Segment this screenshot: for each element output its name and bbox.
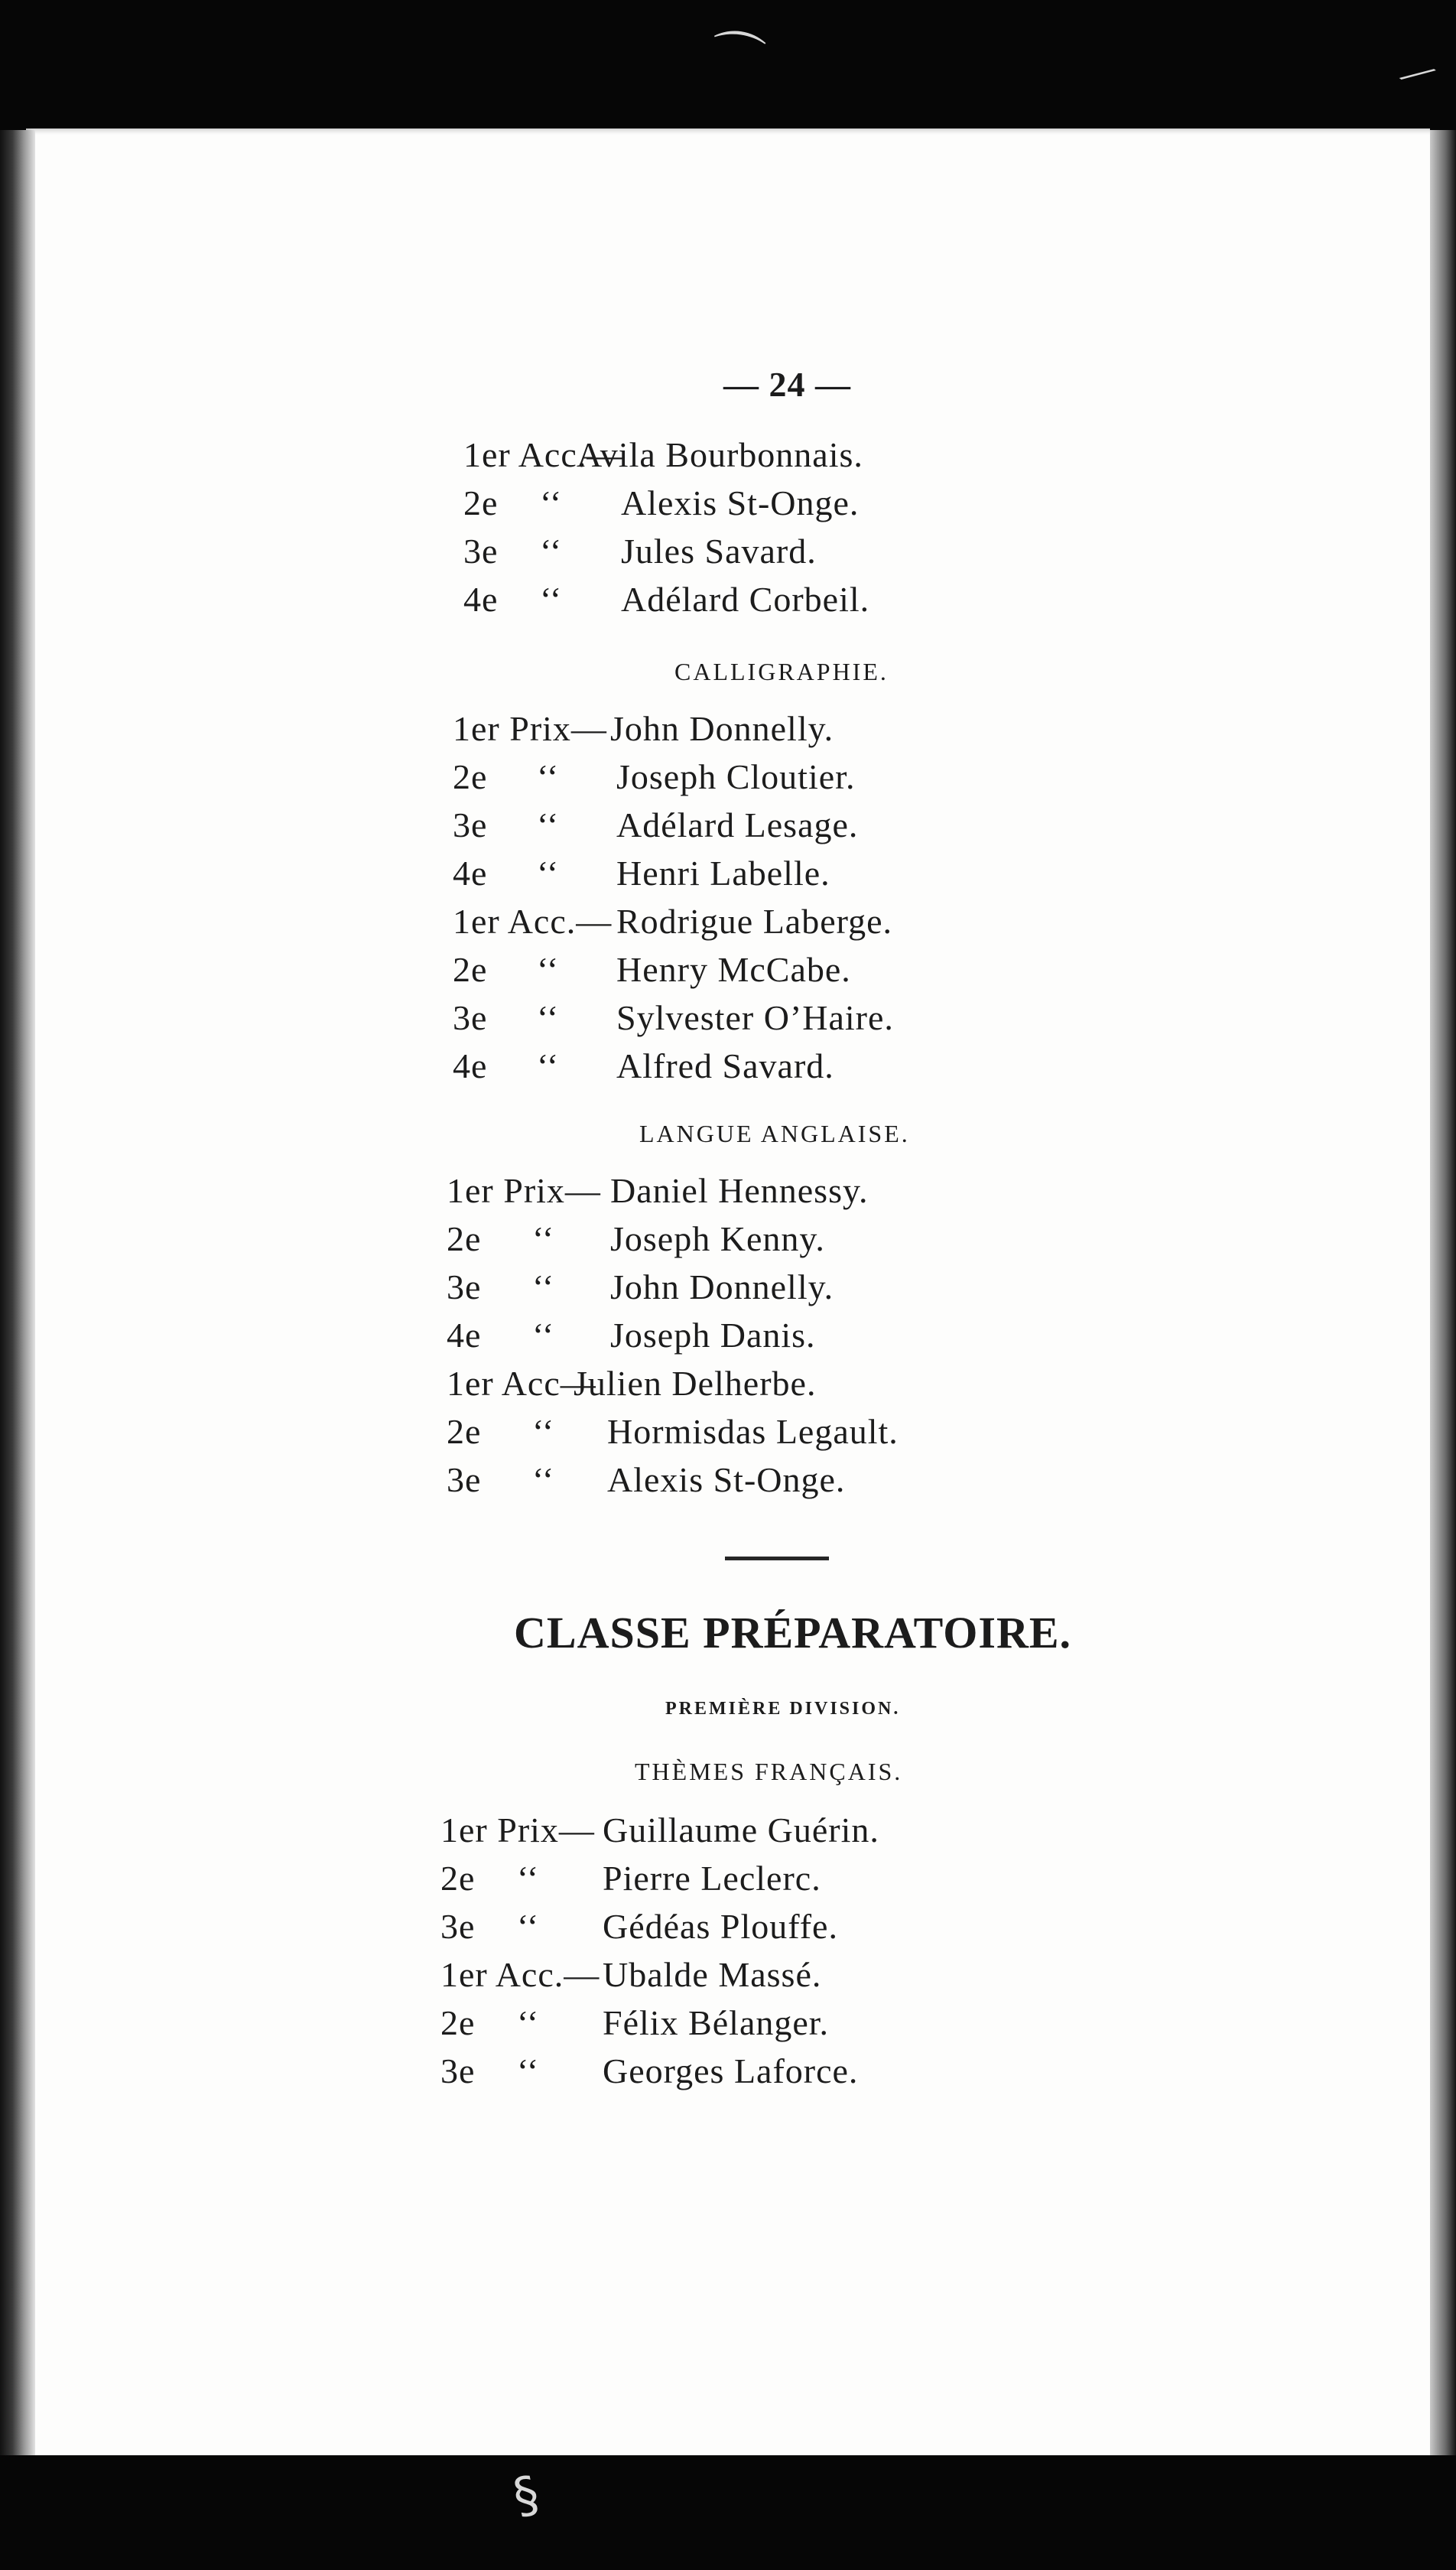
- section-heading: CALLIGRAPHIE.: [674, 658, 889, 685]
- list-item: [453, 711, 988, 748]
- list-item: [453, 1046, 988, 1085]
- ditto-mark: ‘‘: [540, 532, 563, 571]
- awardee-name: Adélard Lesage.: [616, 805, 859, 844]
- awardee-name: Joseph Cloutier.: [616, 757, 856, 796]
- ink-mark: ⟋: [1394, 50, 1440, 100]
- list-item: [440, 2003, 976, 2042]
- division-heading: PREMIÈRE DIVISION.: [665, 1699, 901, 1719]
- list-item: [463, 435, 999, 474]
- rank-label: 3e: [447, 1460, 482, 1499]
- rank-label: 1er Prix—: [440, 1810, 595, 1849]
- ditto-mark: ‘‘: [537, 1046, 560, 1085]
- ink-mark: §: [508, 2465, 544, 2526]
- awardee-name: Sylvester O’Haire.: [616, 998, 894, 1037]
- rank-label: 1er Prix—: [453, 709, 607, 748]
- rank-label: 4e: [453, 1046, 488, 1085]
- awardee-name: Guillaume Guérin.: [603, 1810, 879, 1849]
- list-item: [440, 1909, 976, 1946]
- ditto-mark: ‘‘: [537, 998, 560, 1037]
- awardee-name: Alexis St-Onge.: [621, 483, 860, 522]
- rank-label: 2e: [447, 1219, 482, 1258]
- awardee-name: Hormisdas Legault.: [607, 1412, 899, 1451]
- list-item: [440, 2051, 976, 2090]
- rank-label: 3e: [463, 532, 499, 571]
- list-item: [463, 582, 999, 619]
- ditto-mark: ‘‘: [532, 1316, 555, 1355]
- awardee-name: Alexis St-Onge.: [607, 1460, 846, 1499]
- list-item: [447, 1267, 982, 1306]
- ditto-mark: ‘‘: [540, 483, 563, 522]
- awardee-name: Julien Delherbe.: [574, 1364, 817, 1403]
- ditto-mark: ‘‘: [537, 757, 560, 796]
- rank-label: 1er Acc.—: [453, 902, 613, 941]
- rank-label: 2e: [440, 1859, 476, 1898]
- list-item: [440, 1957, 976, 1994]
- ditto-mark: ‘‘: [517, 1859, 540, 1898]
- class-title: CLASSE PRÉPARATOIRE.: [514, 1608, 1072, 1657]
- list-item: [463, 483, 999, 522]
- list-item: [440, 1861, 976, 1898]
- list-item: [447, 1318, 982, 1355]
- rank-label: 2e: [453, 950, 488, 989]
- rank-label: 4e: [453, 854, 488, 893]
- rank-label: 3e: [447, 1267, 482, 1306]
- awardee-name: Gédéas Plouffe.: [603, 1907, 838, 1946]
- awardee-name: Rodrigue Laberge.: [616, 902, 893, 941]
- ditto-mark: ‘‘: [540, 580, 563, 619]
- rank-label: 4e: [463, 580, 499, 619]
- awardee-name: Félix Bélanger.: [603, 2003, 830, 2042]
- section-heading: LANGUE ANGLAISE.: [639, 1120, 910, 1147]
- list-item: [447, 1173, 982, 1210]
- awardee-name: Henri Labelle.: [616, 854, 830, 893]
- list-item: [453, 952, 988, 989]
- page-binding-shadow: [0, 130, 35, 2455]
- ditto-mark: ‘‘: [517, 2051, 540, 2090]
- awardee-name: Joseph Kenny.: [610, 1219, 825, 1258]
- awardee-name: Avila Bourbonnais.: [577, 435, 863, 474]
- ditto-mark: ‘‘: [532, 1219, 555, 1258]
- rank-label: 1er Acc.—: [463, 435, 623, 474]
- rank-label: 2e: [440, 2003, 476, 2042]
- ditto-mark: ‘‘: [532, 1412, 555, 1451]
- awardee-name: John Donnelly.: [610, 1267, 834, 1306]
- ditto-mark: ‘‘: [537, 854, 560, 893]
- rank-label: 2e: [453, 757, 488, 796]
- awardee-name: Joseph Danis.: [610, 1316, 816, 1355]
- ditto-mark: ‘‘: [532, 1267, 555, 1306]
- rank-label: 4e: [447, 1316, 482, 1355]
- awardee-name: Henry McCabe.: [616, 950, 851, 989]
- rank-label: 1er Acc.—: [440, 1955, 600, 1994]
- list-item: [447, 1219, 982, 1258]
- rank-label: 1er Prix—: [447, 1171, 601, 1210]
- awardee-name: Adélard Corbeil.: [621, 580, 870, 619]
- rank-label: 2e: [447, 1412, 482, 1451]
- awardee-name: Pierre Leclerc.: [603, 1859, 821, 1898]
- rank-label: 1er Acc—: [447, 1364, 596, 1403]
- page-number: — 24 —: [723, 365, 851, 404]
- awardee-name: Alfred Savard.: [616, 1046, 834, 1085]
- list-item: [453, 757, 988, 796]
- awardee-name: Daniel Hennessy.: [610, 1171, 869, 1210]
- section-heading: THÈMES FRANÇAIS.: [635, 1758, 903, 1785]
- list-item: [453, 856, 988, 893]
- awardee-name: Jules Savard.: [621, 532, 817, 571]
- list-item: [453, 1000, 988, 1037]
- ink-mark: ⌒: [706, 23, 769, 93]
- list-item: [447, 1366, 982, 1403]
- awardee-name: Georges Laforce.: [603, 2051, 859, 2090]
- awardee-name: John Donnelly.: [610, 709, 834, 748]
- awardee-name: Ubalde Massé.: [603, 1955, 822, 1994]
- rank-label: 3e: [440, 1907, 476, 1946]
- list-item: [453, 805, 988, 844]
- rank-label: 3e: [453, 998, 488, 1037]
- list-item: [447, 1414, 982, 1451]
- ditto-mark: ‘‘: [532, 1460, 555, 1499]
- rank-label: 3e: [440, 2051, 476, 2090]
- rank-label: 3e: [453, 805, 488, 844]
- list-item: [447, 1462, 982, 1499]
- list-item: [463, 534, 999, 571]
- rank-label: 2e: [463, 483, 499, 522]
- ditto-mark: ‘‘: [517, 1907, 540, 1946]
- list-item: [453, 904, 988, 941]
- list-item: [440, 1810, 976, 1849]
- page-edge-shadow: [1430, 130, 1456, 2455]
- section-divider: [725, 1557, 829, 1560]
- ditto-mark: ‘‘: [517, 2003, 540, 2042]
- ditto-mark: ‘‘: [537, 950, 560, 989]
- ditto-mark: ‘‘: [537, 805, 560, 844]
